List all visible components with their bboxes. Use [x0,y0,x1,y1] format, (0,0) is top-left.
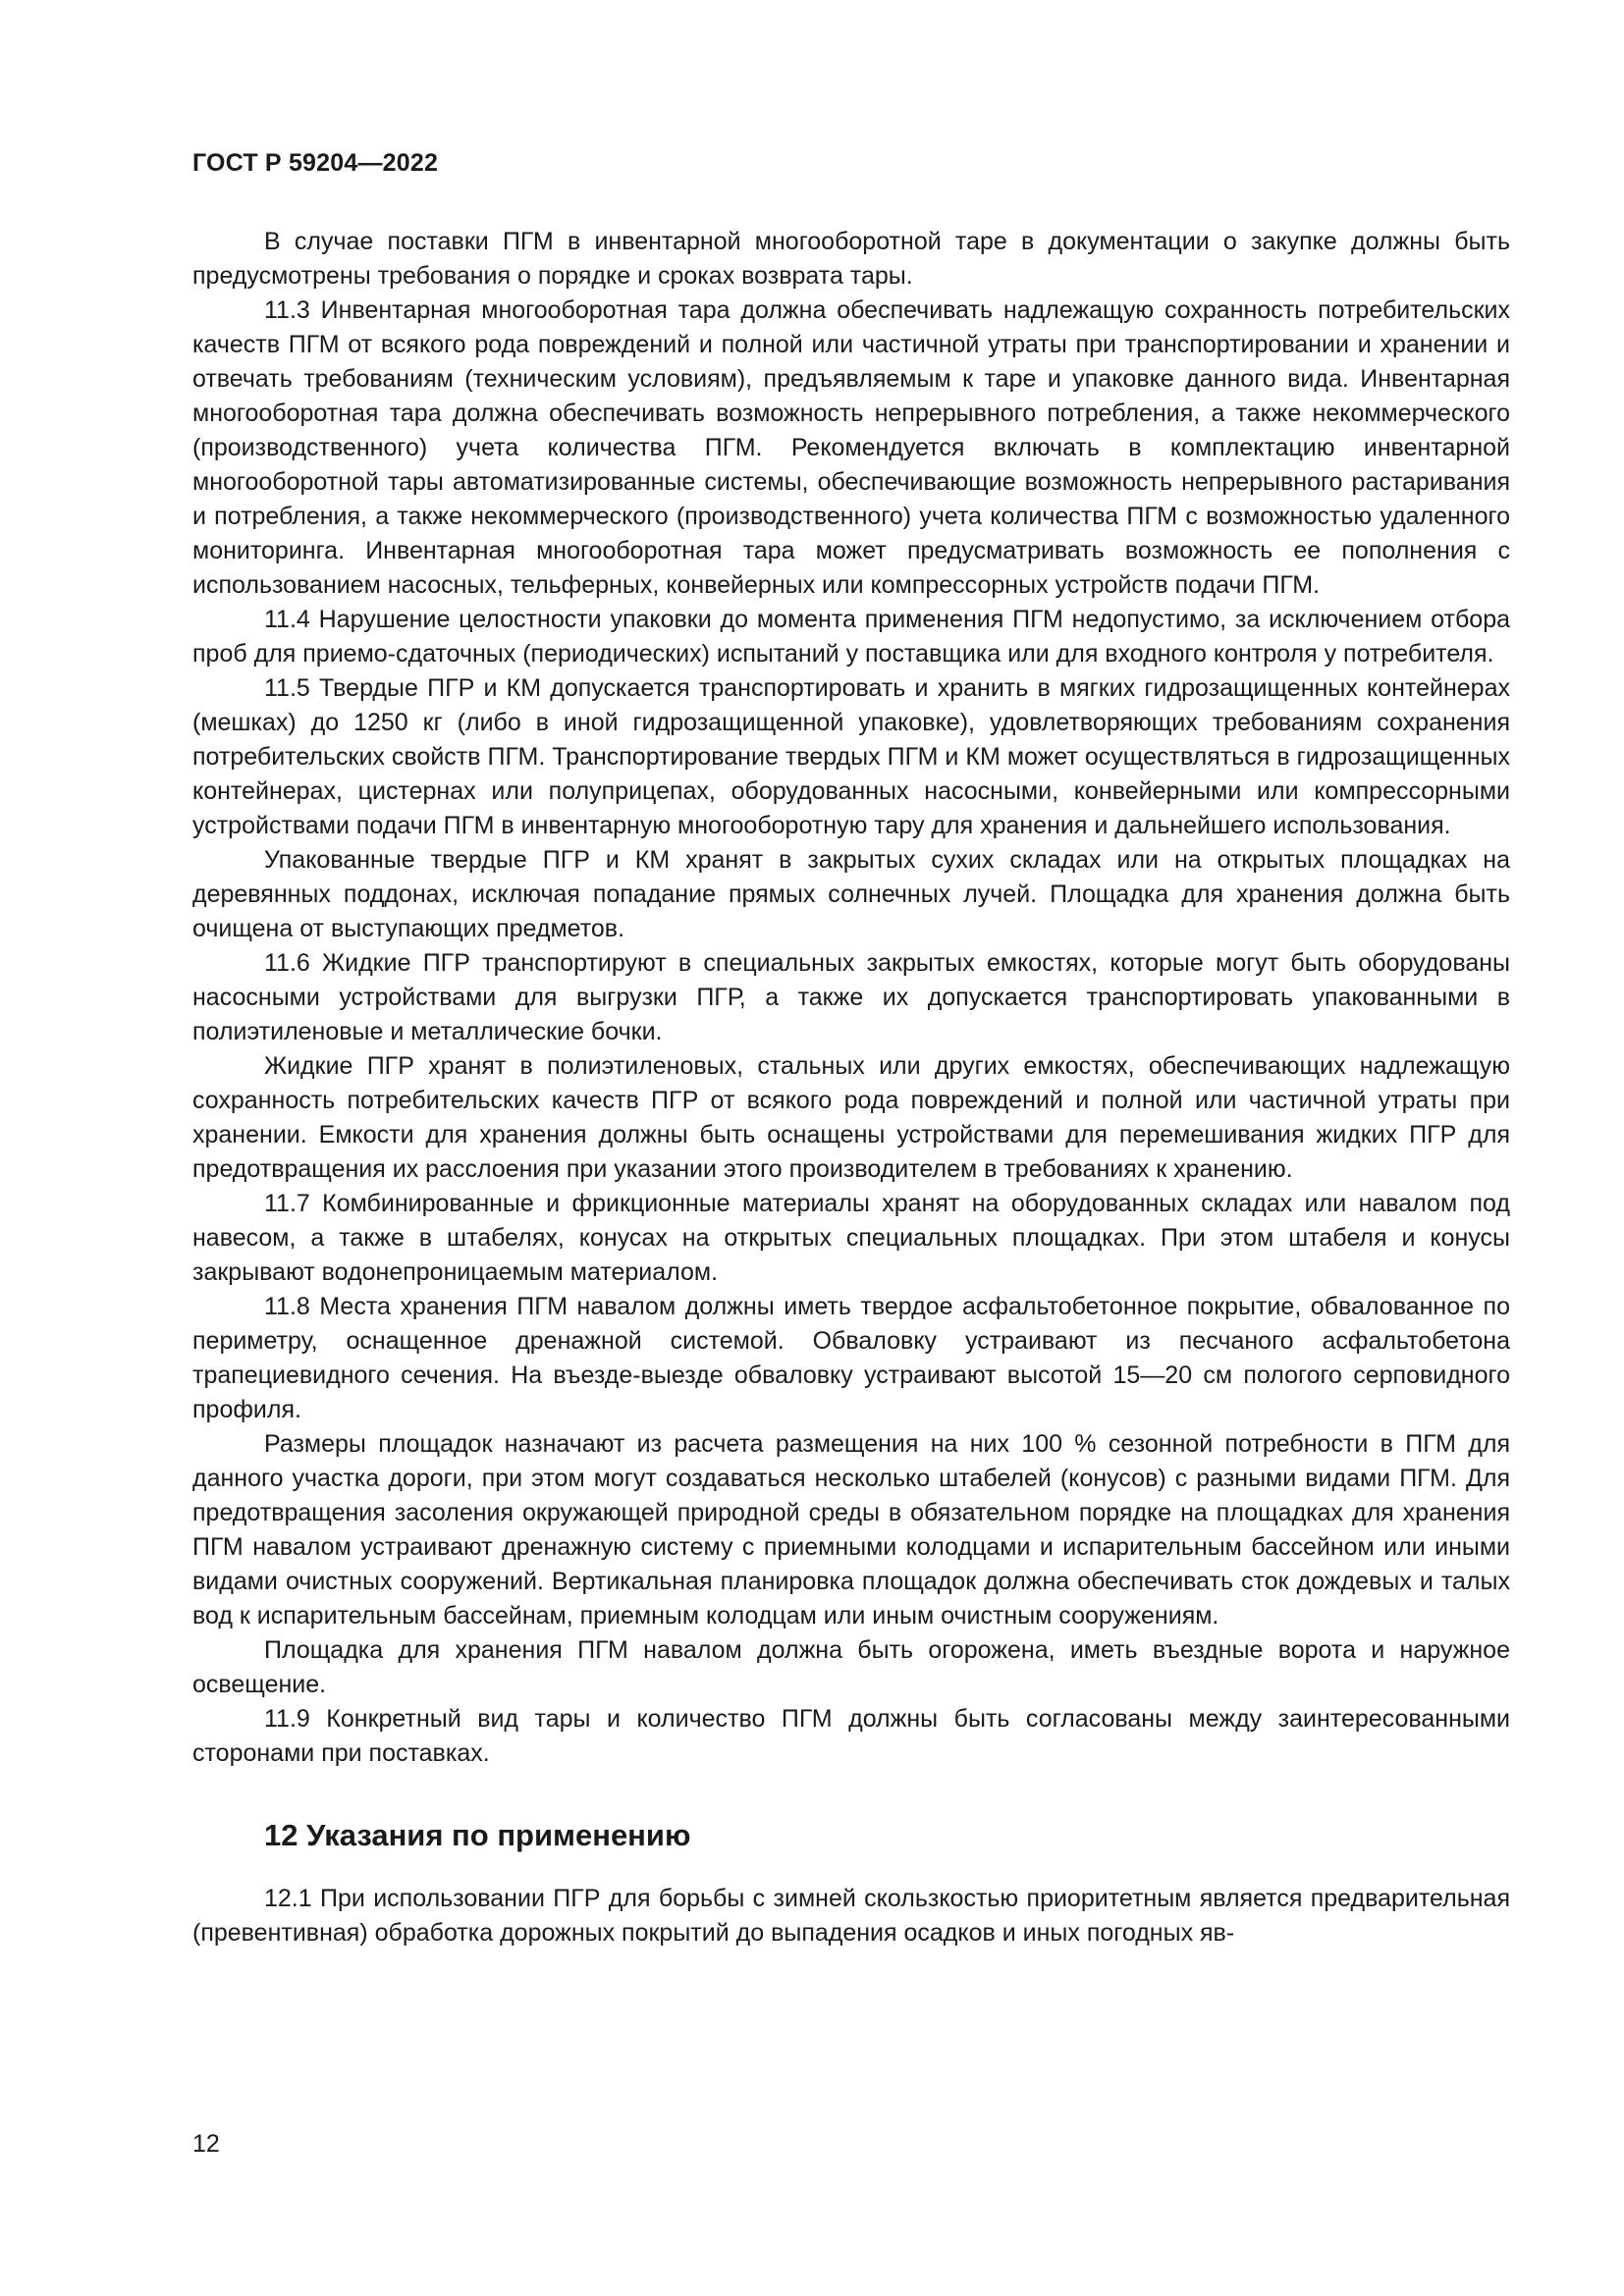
paragraph-11-7: 11.7 Комбинированные и фрикционные материалы хранят на оборудованных складах или навалом под навесом, а также в штабелях, конусах на открытых специальных площадках. При этом штабеля и конусы закрывают водонепроницаемым материалом. [192,1190,1510,1286]
paragraph-11-8-site-size: Размеры площадок назначают из расчета размещения на них 100 % сезонной потребности в ПГМ для данного участка дороги, при этом могут создаваться несколько штабелей (конусов) с разными видами ПГМ. Для предотвращения засоления окружающей природной среды в обязательном порядке на площадках для хранения ПГМ навалом устраивают дренажную систему с приемными колодцами и испарительным бассейном или иными видами очистных сооружений. Вертикальная планировка площадок должна обеспечивать сток дождевых и талых вод к испарительным бассейнам, приемным колодцам или иным очистным сооружениям. [192,1430,1510,1629]
paragraph-11-8: 11.8 Места хранения ПГМ навалом должны иметь твердое асфальтобетонное покрытие, обвалованное по периметру, оснащенное дренажной системой. Обваловку устраивают из песчаного асфальтобетона трапециевидного сечения. На въезде-выезде обваловку устраивают высотой 15—20 см пологого серповидного профиля. [192,1293,1510,1423]
paragraph-11-5-storage: Упакованные твердые ПГР и КМ хранят в закрытых сухих складах или на открытых площадках на деревянных поддонах, исключая попадание прямых солнечных лучей. Площадка для хранения должна быть очищена от выступающих предметов. [192,846,1510,942]
page-number: 12 [192,2130,220,2158]
paragraph-11-3: 11.3 Инвентарная многооборотная тара должна обеспечивать надлежащую сохранность потребительских качеств ПГМ от всякого рода повреждений и полной или частичной утраты при транспортировании и хранении и отвечать требованиям (техническим условиям), предъявляемым к таре и упаковке данного вида. Инвентарная многооборотная тара должна обеспечивать возможность непрерывного потребления, а также некоммерческого (производственного) учета количества ПГМ. Рекомендуется включать в комплектацию инвентарной многооборотной тары автоматизированные системы, обеспечивающие возможность непрерывного растаривания и потребления, а также некоммерческого (производственного) учета количества ПГМ с возможностью удаленного мониторинга. Инвентарная многооборотная тара может предусматривать возможность ее пополнения с использованием насосных, тельферных, конвейерных или компрессорных устройств подачи ПГМ. [192,296,1510,599]
paragraph-return-of-containers: В случае поставки ПГМ в инвентарной многооборотной таре в документации о закупке должны быть предусмотрены требования о порядке и сроках возврата тары. [192,228,1510,290]
paragraph-11-9: 11.9 Конкретный вид тары и количество ПГМ должны быть согласованы между заинтересованными сторонами при поставках. [192,1705,1510,1767]
document-code: ГОСТ Р 59204—2022 [192,149,439,177]
paragraph-11-4: 11.4 Нарушение целостности упаковки до момента применения ПГМ недопустимо, за исключением отбора проб для приемо-сдаточных (периодических) испытаний у поставщика или для входного контроля у потребителя. [192,606,1510,667]
paragraph-11-5: 11.5 Твердые ПГР и КМ допускается транспортировать и хранить в мягких гидрозащищенных контейнерах (мешках) до 1250 кг (либо в иной гидрозащищенной упаковке), удовлетворяющих требованиям сохранения потребительских свойств ПГМ. Транспортирование твердых ПГМ и КМ может осуществляться в гидрозащищенных контейнерах, цистернах или полуприцепах, оборудованных насосными, конвейерными или компрессорными устройствами подачи ПГМ в инвентарную многооборотную тару для хранения и дальнейшего использования. [192,674,1510,839]
section-12-heading: 12 Указания по применению [264,1818,691,1852]
paragraph-11-6-storage: Жидкие ПГР хранят в полиэтиленовых, стальных или других емкостях, обеспечивающих надлежащую сохранность потребительских качеств ПГР от всякого рода повреждений и полной или частичной утраты при хранении. Емкости для хранения должны быть оснащены устройствами для перемешивания жидких ПГР для предотвращения их расслоения при указании этого производителем в требованиях к хранению. [192,1052,1510,1183]
paragraph-12-1: 12.1 При использовании ПГР для борьбы с зимней скользкостью приоритетным является предварительная (превентивная) обработка дорожных покрытий до выпадения осадков и иных погодных яв- [192,1885,1510,1947]
paragraph-11-8-fencing: Площадка для хранения ПГМ навалом должна быть огорожена, иметь въездные ворота и наружное освещение. [192,1636,1510,1698]
document-body [192,225,1510,1950]
paragraph-11-6: 11.6 Жидкие ПГР транспортируют в специальных закрытых емкостях, которые могут быть оборудованы насосными устройствами для выгрузки ПГР, а также их допускается транспортировать упакованными в полиэтиленовые и металлические бочки. [192,949,1510,1045]
